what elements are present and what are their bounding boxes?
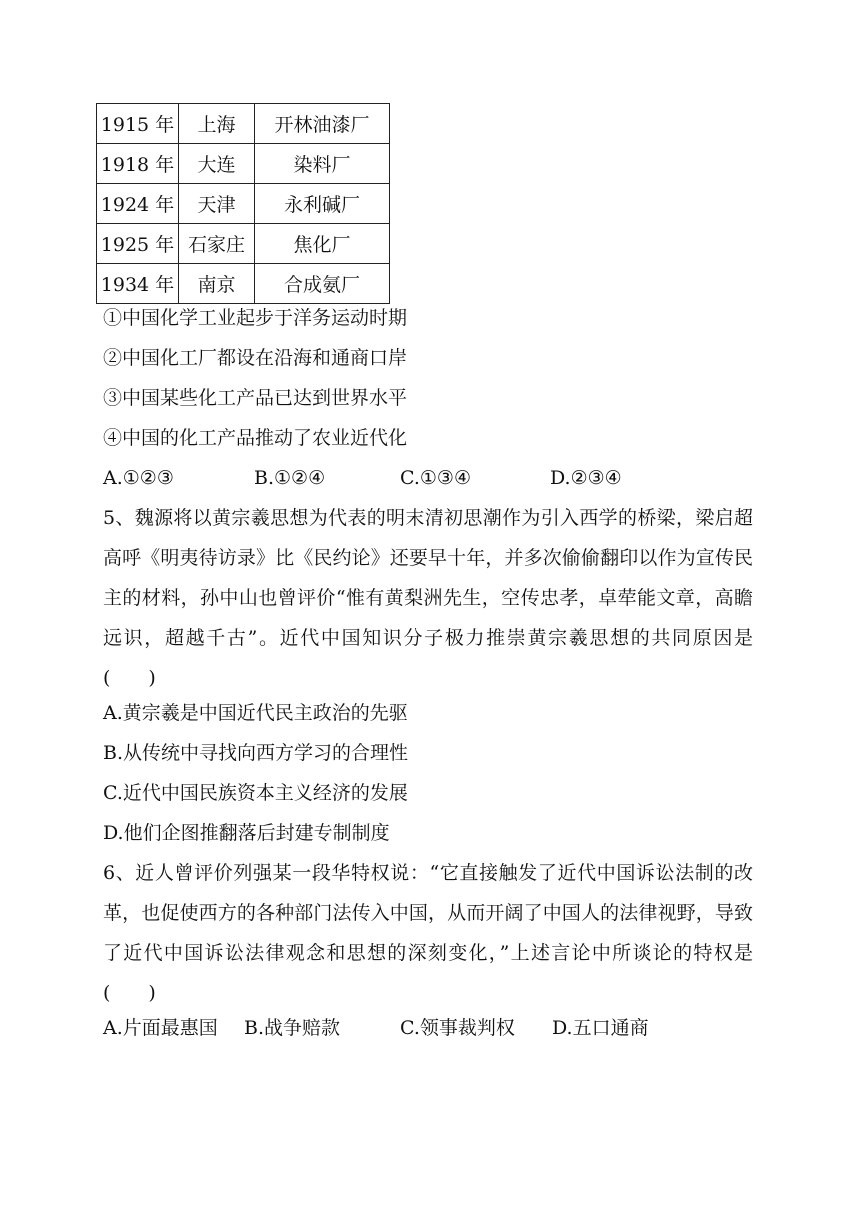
- table-cell-year: 1918 年: [97, 144, 179, 184]
- q4-statement-2: ②中国化工厂都设在沿海和通商口岸: [103, 347, 408, 369]
- q4-option-d[interactable]: D.②③④: [550, 467, 622, 489]
- q4-statement-4: ④中国的化工产品推动了农业近代化: [103, 427, 408, 449]
- table-cell-factory: 合成氨厂: [255, 264, 390, 304]
- q4-statement-3: ③中国某些化工产品已达到世界水平: [103, 387, 408, 409]
- table-cell-city: 上海: [179, 104, 255, 144]
- table-row: [97, 224, 390, 264]
- table-cell-factory: 永利碱厂: [255, 184, 390, 224]
- table-row: [97, 104, 390, 144]
- q4-statement-1: ①中国化学工业起步于洋务运动时期: [103, 307, 408, 329]
- table-cell-city: 南京: [179, 264, 255, 304]
- table-cell-city: 石家庄: [179, 224, 255, 264]
- table-cell-factory: 焦化厂: [255, 224, 390, 264]
- q5-option-c[interactable]: C.近代中国民族资本主义经济的发展: [103, 782, 408, 804]
- q6-stem: 6、近人曾评价列强某一段华特权说：“它直接触发了近代中国诉讼法制的改革，也促使西方的各种部门法传入中国，从而开阔了中国人的法律视野，导致了近代中国诉讼法律观念和思想的深刻变化，”上述言论中所谈论的特权是( ): [103, 862, 753, 1004]
- table-cell-year: 1934 年: [97, 264, 179, 304]
- q6-option-a[interactable]: A.片面最惠国: [103, 1017, 218, 1039]
- table-cell-city: 天津: [179, 184, 255, 224]
- table-cell-city: 大连: [179, 144, 255, 184]
- q6-option-c[interactable]: C.领事裁判权: [400, 1017, 515, 1039]
- q6-option-d[interactable]: D.五口通商: [552, 1017, 649, 1039]
- table-cell-year: 1925 年: [97, 224, 179, 264]
- q5-option-d[interactable]: D.他们企图推翻落后封建专制制度: [103, 822, 390, 844]
- q4-option-b[interactable]: B.①②④: [254, 467, 326, 489]
- q5-option-a[interactable]: A.黄宗羲是中国近代民主政治的先驱: [103, 702, 408, 724]
- table-cell-factory: 染料厂: [255, 144, 390, 184]
- table-row: [97, 144, 390, 184]
- table-row: [97, 264, 390, 304]
- q6-option-b[interactable]: B.战争赔款: [244, 1017, 341, 1039]
- q4-option-a[interactable]: A.①②③: [103, 467, 174, 489]
- table-row: [97, 184, 390, 224]
- q4-option-c[interactable]: C.①③④: [400, 467, 471, 489]
- q5-option-b[interactable]: B.从传统中寻找向西方学习的合理性: [103, 742, 409, 764]
- table-cell-year: 1915 年: [97, 104, 179, 144]
- table-cell-factory: 开林油漆厂: [255, 104, 390, 144]
- q5-stem: 5、魏源将以黄宗羲思想为代表的明末清初思潮作为引入西学的桥梁，梁启超高呼《明夷待访录》比《民约论》还要早十年，并多次偷偷翻印以作为宣传民主的材料，孙中山也曾评价“惟有黄梨洲先生，空传忠孝，卓荦能文章，高瞻远识，超越千古”。近代中国知识分子极力推崇黄宗羲思想的共同原因是( ): [103, 507, 753, 689]
- factory-table: [96, 103, 390, 304]
- table-cell-year: 1924 年: [97, 184, 179, 224]
